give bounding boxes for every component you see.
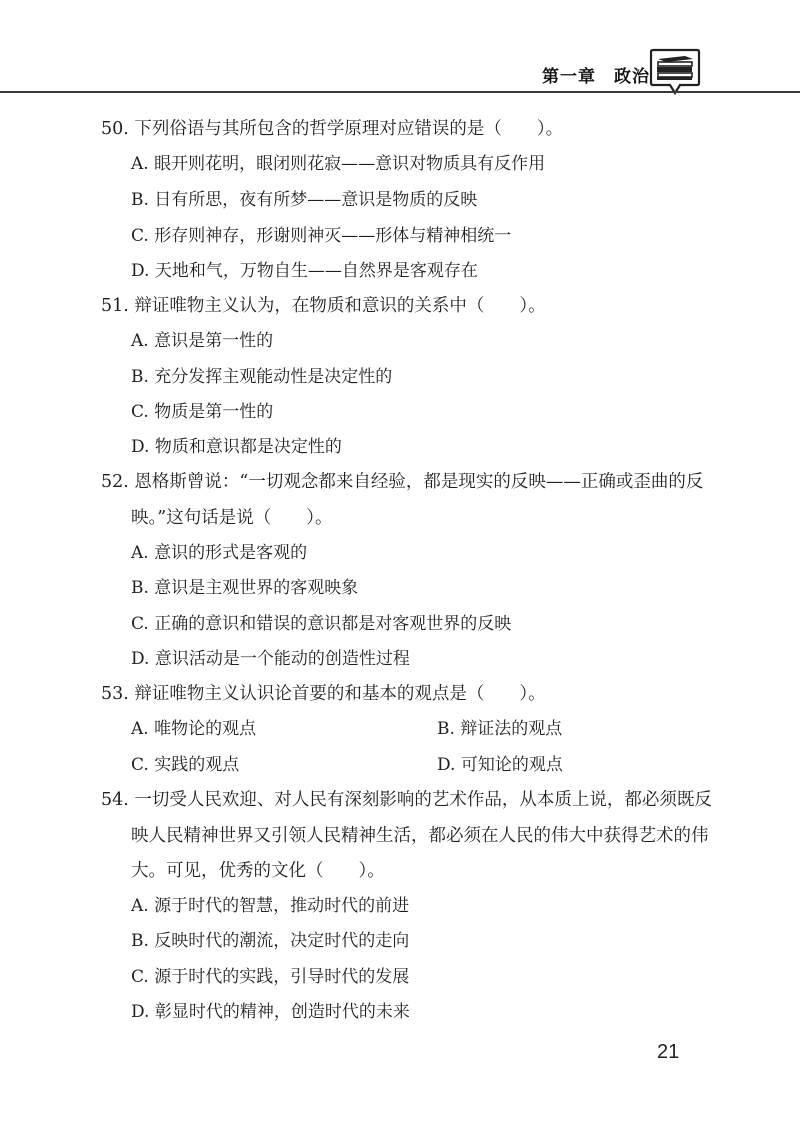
question-stem-line-2: 映人民精神世界又引领人民精神生活，都必须在人民的伟大中获得艺术的伟 bbox=[131, 826, 709, 846]
question-stem-line-2: 映。”这句话是说（ ）。 bbox=[131, 508, 333, 528]
question-stem: 下列俗语与其所包含的哲学原理对应错误的是（ ）。 bbox=[134, 119, 564, 139]
question-stem: 辩证唯物主义认为，在物质和意识的关系中（ ）。 bbox=[134, 296, 546, 316]
option-51-d: D. 物质和意识都是决定性的 bbox=[131, 437, 342, 457]
option-50-a: A. 眼开则花明，眼闭则花寂——意识对物质具有反作用 bbox=[131, 154, 546, 174]
stacked-books-icon bbox=[649, 47, 701, 97]
question-number: 54. bbox=[101, 790, 129, 810]
option-52-d: D. 意识活动是一个能动的创造性过程 bbox=[131, 649, 410, 669]
question-number: 52. bbox=[101, 472, 129, 492]
option-51-b: B. 充分发挥主观能动性是决定性的 bbox=[131, 367, 393, 387]
question-52 bbox=[101, 472, 703, 492]
question-54 bbox=[101, 790, 712, 810]
option-52-a: A. 意识的形式是客观的 bbox=[131, 543, 308, 563]
question-50 bbox=[101, 119, 563, 139]
question-number: 53. bbox=[101, 684, 129, 704]
option-51-a: A. 意识是第一性的 bbox=[131, 331, 274, 351]
option-52-c: C. 正确的意识和错误的意识都是对客观世界的反映 bbox=[131, 614, 512, 634]
question-stem-line-1: 一切受人民欢迎、对人民有深刻影响的艺术作品，从本质上说，都必须既反 bbox=[134, 790, 712, 810]
option-53-c: C. 实践的观点 bbox=[131, 755, 240, 775]
question-stem-line-1: 恩格斯曾说：“一切观念都来自经验，都是现实的反映——正确或歪曲的反 bbox=[134, 472, 704, 492]
page-number: 21 bbox=[657, 1041, 680, 1063]
option-53-d: D. 可知论的观点 bbox=[437, 755, 563, 775]
chapter-title: 第一章 政治 bbox=[542, 67, 650, 87]
option-51-c: C. 物质是第一性的 bbox=[131, 402, 274, 422]
option-50-b: B. 日有所思，夜有所梦——意识是物质的反映 bbox=[131, 190, 478, 210]
question-stem: 辩证唯物主义认识论首要的和基本的观点是（ ）。 bbox=[134, 684, 546, 704]
question-51 bbox=[101, 296, 546, 316]
option-50-c: C. 形存则神存，形谢则神灭——形体与精神相统一 bbox=[131, 226, 512, 246]
option-53-b: B. 辩证法的观点 bbox=[437, 719, 563, 739]
option-54-d: D. 彰显时代的精神，创造时代的未来 bbox=[131, 1002, 410, 1022]
question-stem-line-3: 大。可见，优秀的文化（ ）。 bbox=[131, 861, 385, 881]
option-52-b: B. 意识是主观世界的客观映象 bbox=[131, 578, 359, 598]
option-53-a: A. 唯物论的观点 bbox=[131, 719, 257, 739]
question-53 bbox=[101, 684, 546, 704]
option-54-b: B. 反映时代的潮流，决定时代的走向 bbox=[131, 931, 410, 951]
option-54-c: C. 源于时代的实践，引导时代的发展 bbox=[131, 967, 410, 987]
question-number: 50. bbox=[101, 119, 129, 139]
question-number: 51. bbox=[101, 296, 129, 316]
option-54-a: A. 源于时代的智慧，推动时代的前进 bbox=[131, 896, 410, 916]
header-divider bbox=[0, 91, 800, 93]
option-50-d: D. 天地和气，万物自生——自然界是客观存在 bbox=[131, 261, 478, 281]
